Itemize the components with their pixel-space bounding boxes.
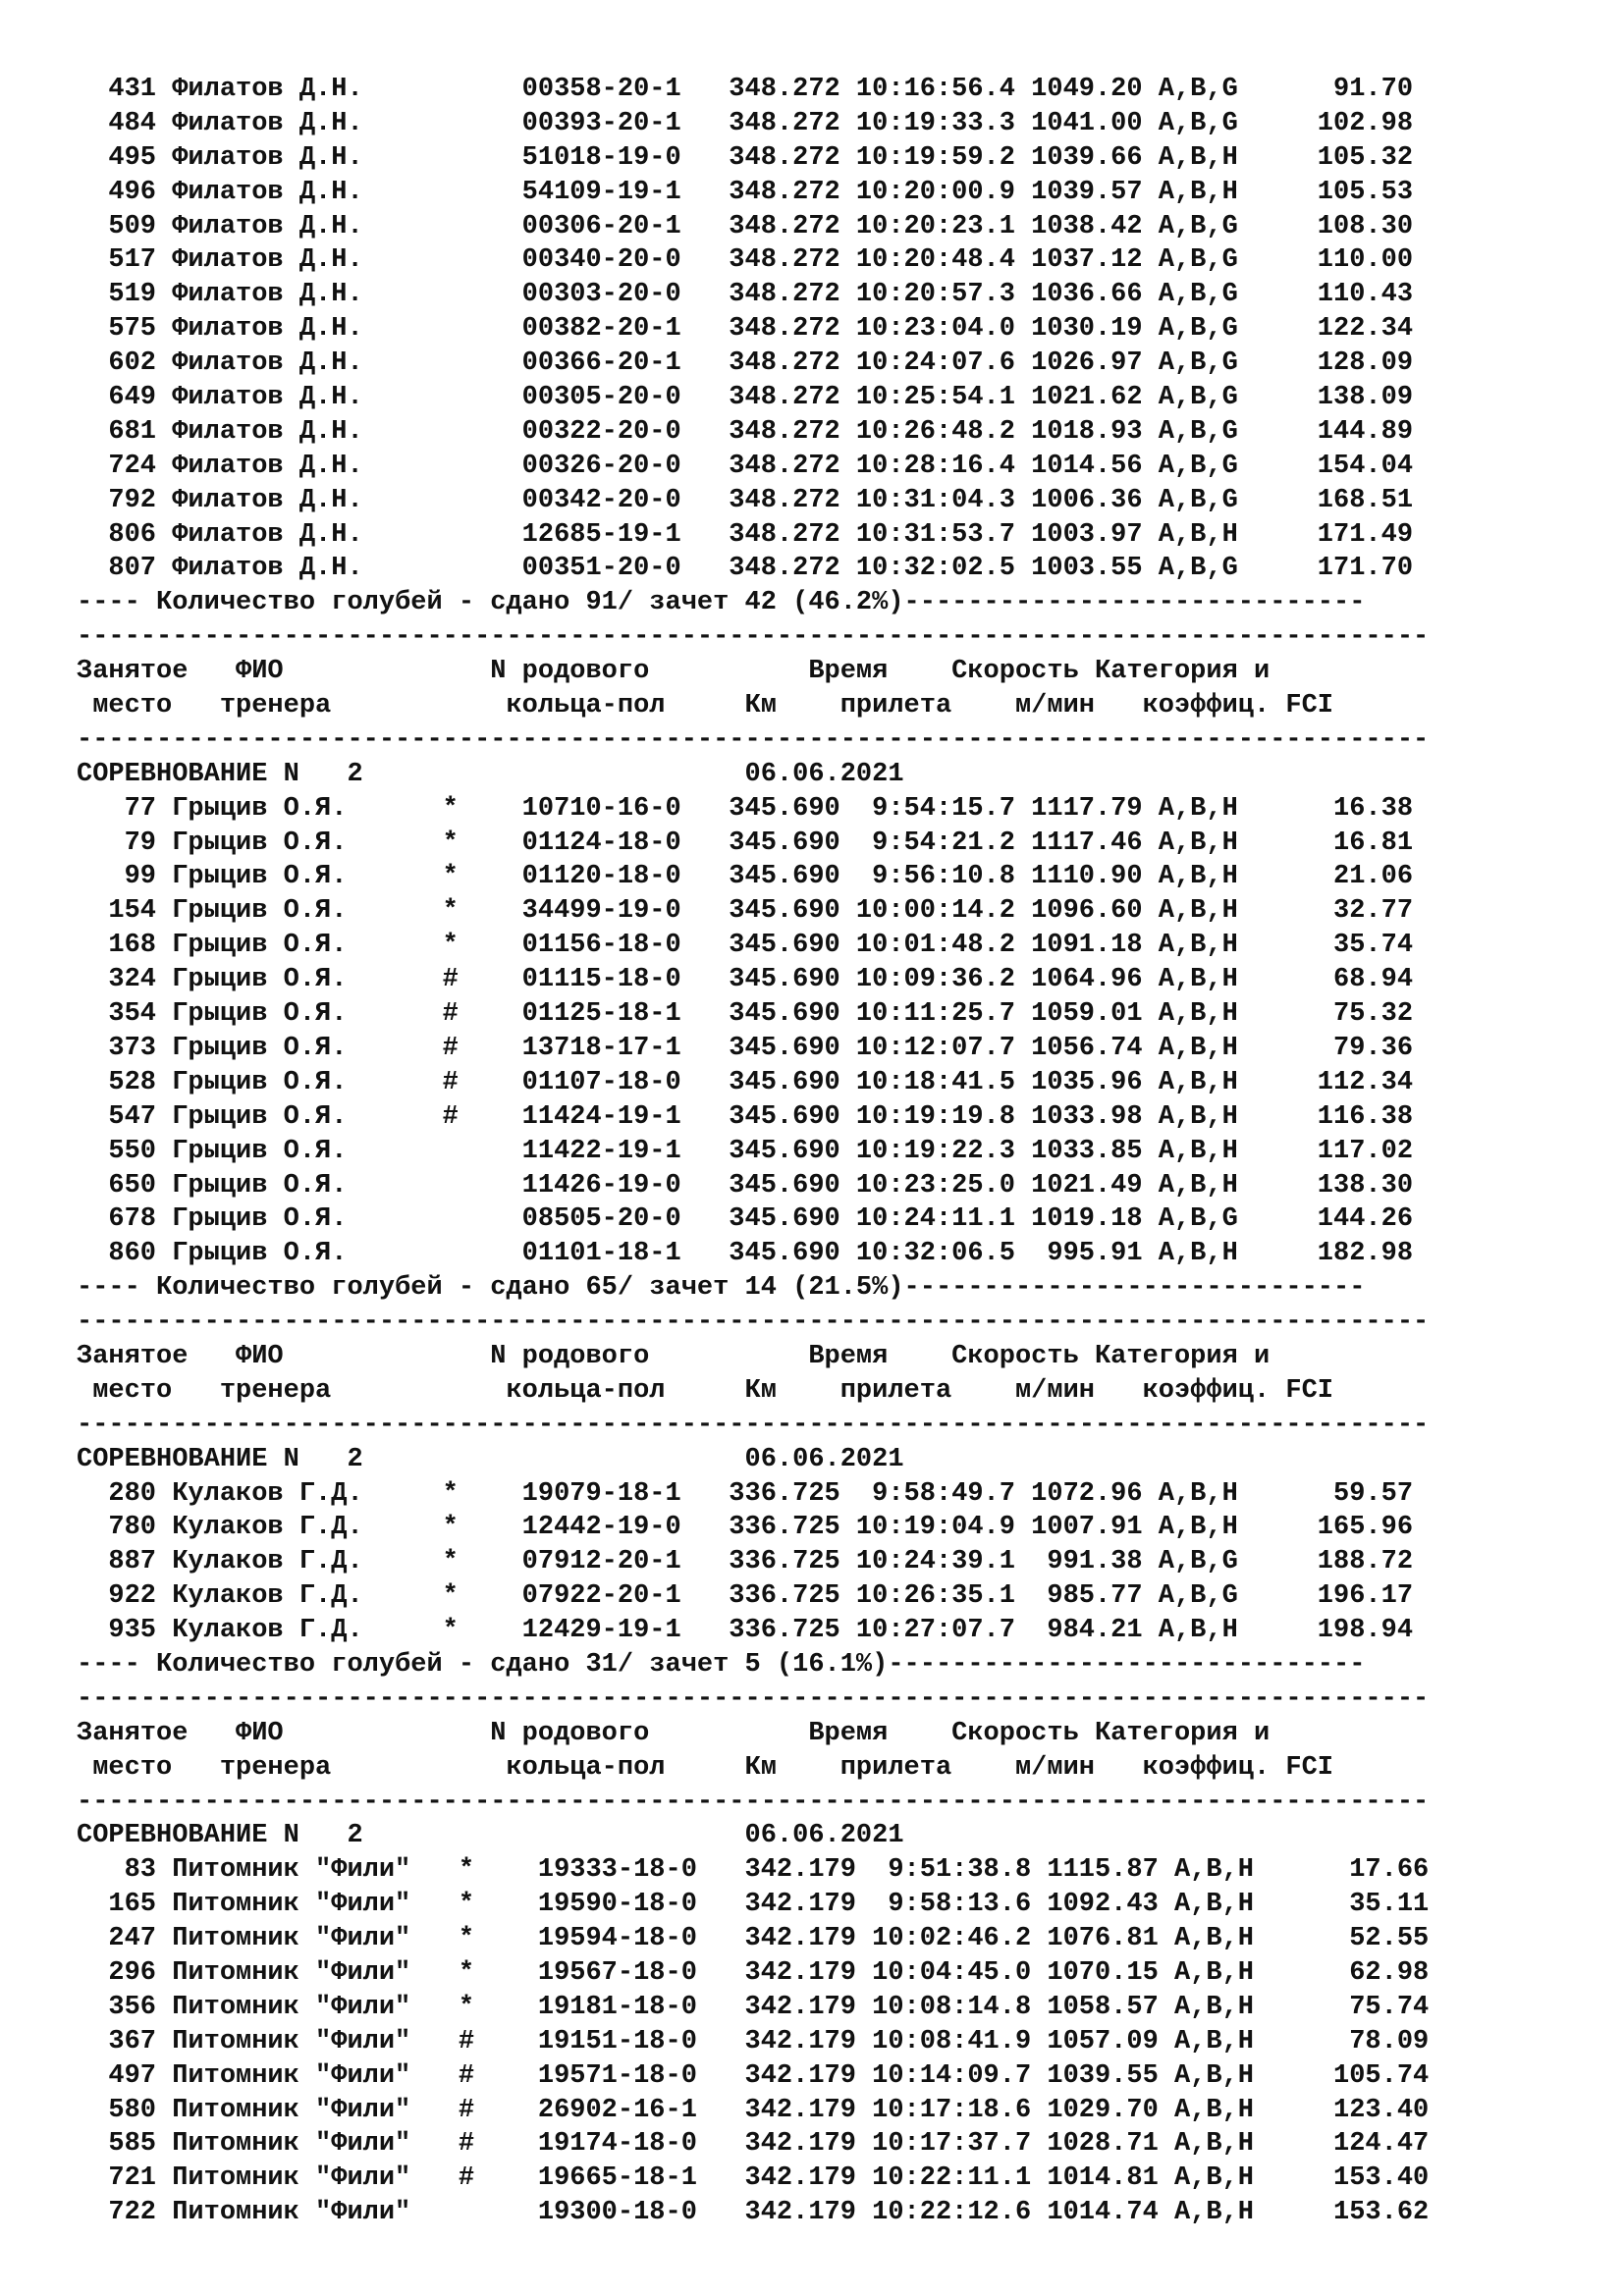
result-row: 602 Филатов Д.Н. 00366-20-1 348.272 10:24:07.6 1026.97 A,B,G 128.09: [77, 348, 1414, 379]
result-row: 509 Филатов Д.Н. 00306-20-1 348.272 10:20:23.1 1038.42 A,B,G 108.30: [77, 211, 1414, 241]
summary-line: ---- Количество голубей - сдано 91/ зачет 42 (46.2%)-----------------------------: [77, 588, 1366, 618]
separator-line: -------------------------------------------------------------------------------------: [77, 1683, 1430, 1714]
result-row: 296 Питомник "Фили" * 19567-18-0 342.179 10:04:45.0 1070.15 A,B,H 62.98: [77, 1957, 1430, 1988]
result-row: 354 Грыцив О.Я. # 01125-18-1 345.690 10:11:25.7 1059.01 A,B,H 75.32: [77, 999, 1414, 1030]
result-row: 154 Грыцив О.Я. * 34499-19-0 345.690 10:00:14.2 1096.60 A,B,H 32.77: [77, 896, 1414, 927]
result-row: 547 Грыцив О.Я. # 11424-19-1 345.690 10:19:19.8 1033.98 A,B,H 116.38: [77, 1101, 1414, 1132]
result-row: 324 Грыцив О.Я. # 01115-18-0 345.690 10:09:36.2 1064.96 A,B,H 68.94: [77, 965, 1414, 995]
separator-line: -------------------------------------------------------------------------------------: [77, 1787, 1430, 1817]
result-row: 431 Филатов Д.Н. 00358-20-1 348.272 10:16:56.4 1049.20 A,B,G 91.70: [77, 75, 1414, 104]
result-row: 721 Питомник "Фили" # 19665-18-1 342.179 10:22:11.1 1014.81 A,B,H 153.40: [77, 2163, 1430, 2194]
competition-heading: СОРЕВНОВАНИЕ N 2 06.06.2021: [77, 1821, 904, 1851]
table-header: место тренера кольца-пол Км прилета м/мин коэффиц. FCI: [77, 1752, 1334, 1783]
separator-line: -------------------------------------------------------------------------------------: [77, 622, 1430, 653]
result-row: 367 Питомник "Фили" # 19151-18-0 342.179 10:08:41.9 1057.09 A,B,H 78.09: [77, 2026, 1430, 2056]
result-row: 99 Грыцив О.Я. * 01120-18-0 345.690 9:56:10.8 1110.90 A,B,H 21.06: [77, 862, 1414, 892]
result-row: 678 Грыцив О.Я. 08505-20-0 345.690 10:24:11.1 1019.18 A,B,G 144.26: [77, 1204, 1414, 1235]
result-row: 496 Филатов Д.Н. 54109-19-1 348.272 10:20:00.9 1039.57 A,B,H 105.53: [77, 177, 1414, 207]
result-row: 247 Питомник "Фили" * 19594-18-0 342.179 10:02:46.2 1076.81 A,B,H 52.55: [77, 1924, 1430, 1954]
result-row: 585 Питомник "Фили" # 19174-18-0 342.179 10:17:37.7 1028.71 A,B,H 124.47: [77, 2129, 1430, 2160]
separator-line: -------------------------------------------------------------------------------------: [77, 724, 1430, 755]
result-row: 356 Питомник "Фили" * 19181-18-0 342.179 10:08:14.8 1058.57 A,B,H 75.74: [77, 1992, 1430, 2022]
table-header: Занятое ФИО N родового Время Скорость Категория и: [77, 657, 1271, 687]
result-row: 168 Грыцив О.Я. * 01156-18-0 345.690 10:01:48.2 1091.18 A,B,H 35.74: [77, 931, 1414, 961]
result-row: 722 Питомник "Фили" 19300-18-0 342.179 10:22:12.6 1014.74 A,B,H 153.62: [77, 2198, 1430, 2228]
summary-line: ---- Количество голубей - сдано 65/ зачет 14 (21.5%)-----------------------------: [77, 1273, 1366, 1304]
result-row: 580 Питомник "Фили" # 26902-16-1 342.179 10:17:18.6 1029.70 A,B,H 123.40: [77, 2095, 1430, 2125]
result-row: 935 Кулаков Г.Д. * 12429-19-1 336.725 10:27:07.7 984.21 A,B,H 198.94: [77, 1616, 1414, 1646]
result-row: 792 Филатов Д.Н. 00342-20-0 348.272 10:31:04.3 1006.36 A,B,G 168.51: [77, 485, 1414, 515]
result-row: 550 Грыцив О.Я. 11422-19-1 345.690 10:19:22.3 1033.85 A,B,H 117.02: [77, 1136, 1414, 1166]
result-row: 77 Грыцив О.Я. * 10710-16-0 345.690 9:54:15.7 1117.79 A,B,H 16.38: [77, 793, 1414, 824]
result-row: 922 Кулаков Г.Д. * 07922-20-1 336.725 10:26:35.1 985.77 A,B,G 196.17: [77, 1581, 1414, 1612]
result-row: 165 Питомник "Фили" * 19590-18-0 342.179 9:58:13.6 1092.43 A,B,H 35.11: [77, 1890, 1430, 1920]
result-row: 484 Филатов Д.Н. 00393-20-1 348.272 10:19:33.3 1041.00 A,B,G 102.98: [77, 108, 1414, 138]
result-row: 649 Филатов Д.Н. 00305-20-0 348.272 10:25:54.1 1021.62 A,B,G 138.09: [77, 383, 1414, 413]
table-header: место тренера кольца-пол Км прилета м/мин коэффиц. FCI: [77, 1375, 1334, 1406]
table-header: Занятое ФИО N родового Время Скорость Категория и: [77, 1718, 1271, 1748]
result-row: 681 Филатов Д.Н. 00322-20-0 348.272 10:26:48.2 1018.93 A,B,G 144.89: [77, 416, 1414, 447]
result-row: 780 Кулаков Г.Д. * 12442-19-0 336.725 10:19:04.9 1007.91 A,B,H 165.96: [77, 1513, 1414, 1543]
result-row: 887 Кулаков Г.Д. * 07912-20-1 336.725 10:24:39.1 991.38 A,B,G 188.72: [77, 1547, 1414, 1577]
result-row: 650 Грыцив О.Я. 11426-19-0 345.690 10:23:25.0 1021.49 A,B,H 138.30: [77, 1170, 1414, 1201]
separator-line: -------------------------------------------------------------------------------------: [77, 1308, 1430, 1338]
result-row: 79 Грыцив О.Я. * 01124-18-0 345.690 9:54:21.2 1117.46 A,B,H 16.81: [77, 828, 1414, 858]
result-row: 575 Филатов Д.Н. 00382-20-1 348.272 10:23:04.0 1030.19 A,B,G 122.34: [77, 314, 1414, 345]
result-row: 806 Филатов Д.Н. 12685-19-1 348.272 10:31:53.7 1003.97 A,B,H 171.49: [77, 519, 1414, 550]
result-row: 497 Питомник "Фили" # 19571-18-0 342.179 10:14:09.7 1039.55 A,B,H 105.74: [77, 2060, 1430, 2091]
result-row: 724 Филатов Д.Н. 00326-20-0 348.272 10:28:16.4 1014.56 A,B,G 154.04: [77, 451, 1414, 481]
result-row: 528 Грыцив О.Я. # 01107-18-0 345.690 10:18:41.5 1035.96 A,B,H 112.34: [77, 1067, 1414, 1097]
result-row: 373 Грыцив О.Я. # 13718-17-1 345.690 10:12:07.7 1056.74 A,B,H 79.36: [77, 1033, 1414, 1063]
table-header: Занятое ФИО N родового Время Скорость Категория и: [77, 1341, 1271, 1371]
result-row: 517 Филатов Д.Н. 00340-20-0 348.272 10:20:48.4 1037.12 A,B,G 110.00: [77, 245, 1414, 276]
result-row: 860 Грыцив О.Я. 01101-18-1 345.690 10:32:06.5 995.91 A,B,H 182.98: [77, 1239, 1414, 1269]
competition-heading: СОРЕВНОВАНИЕ N 2 06.06.2021: [77, 1444, 904, 1474]
result-row: 280 Кулаков Г.Д. * 19079-18-1 336.725 9:58:49.7 1072.96 A,B,H 59.57: [77, 1478, 1414, 1509]
table-header: место тренера кольца-пол Км прилета м/мин коэффиц. FCI: [77, 691, 1334, 721]
competition-heading: СОРЕВНОВАНИЕ N 2 06.06.2021: [77, 759, 904, 789]
result-row: 495 Филатов Д.Н. 51018-19-0 348.272 10:19:59.2 1039.66 A,B,H 105.32: [77, 142, 1414, 173]
result-row: 807 Филатов Д.Н. 00351-20-0 348.272 10:32:02.5 1003.55 A,B,G 171.70: [77, 554, 1414, 584]
result-row: 519 Филатов Д.Н. 00303-20-0 348.272 10:20:57.3 1036.66 A,B,G 110.43: [77, 280, 1414, 310]
separator-line: -------------------------------------------------------------------------------------: [77, 1410, 1430, 1440]
result-row: 83 Питомник "Фили" * 19333-18-0 342.179 9:51:38.8 1115.87 A,B,H 17.66: [77, 1855, 1430, 1886]
results-printout: [77, 73, 1569, 2230]
summary-line: ---- Количество голубей - сдано 31/ зачет 5 (16.1%)------------------------------: [77, 1649, 1366, 1680]
